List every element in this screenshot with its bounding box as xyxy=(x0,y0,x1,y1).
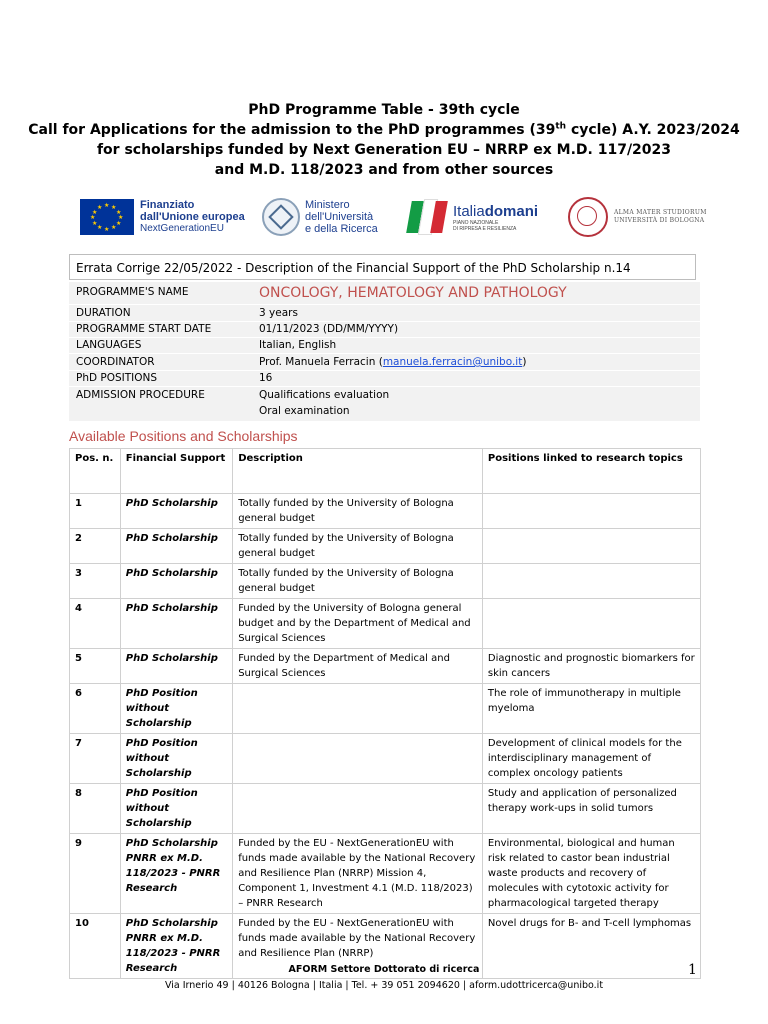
financial-support: PhD Scholarship PNRR ex M.D. 118/2023 - PNRR Research xyxy=(120,834,232,914)
positions-table xyxy=(69,448,701,979)
research-topic: Environmental, biological and human risk related to castor bean industrial waste products and recovery of molecules with cytotoxic activity for pharmacological targeted therapy xyxy=(482,834,700,914)
info-row-programme-name xyxy=(69,282,700,305)
position-number: 6 xyxy=(70,684,121,734)
info-value: 3 years xyxy=(259,307,298,319)
errata-corrige-box: Errata Corrige 22/05/2022 - Description of the Financial Support of the PhD Scholarship n.14 xyxy=(69,254,696,280)
republic-seal-icon xyxy=(262,198,300,236)
description xyxy=(233,734,483,784)
description: Totally funded by the University of Bologna general budget xyxy=(233,494,483,529)
financial-support: PhD Scholarship PNRR ex M.D. 118/2023 - PNRR Research xyxy=(120,914,232,979)
info-label: COORDINATOR xyxy=(76,356,155,368)
info-label: DURATION xyxy=(76,307,131,319)
page-footer xyxy=(0,962,768,994)
admission-step-1: Qualifications evaluation xyxy=(259,389,390,401)
mur-logo-line-3: e della Ricerca xyxy=(305,223,378,235)
table-row xyxy=(70,684,701,734)
research-topic xyxy=(482,564,700,599)
info-value: 01/11/2023 (DD/MM/YYYY) xyxy=(259,323,399,335)
header-line-2-pre: Call for Applications for the admission to the PhD programmes (39 xyxy=(28,122,556,138)
footer-office: AFORM Settore Dottorato di ricerca xyxy=(288,964,480,975)
info-value: Italian, English xyxy=(259,339,337,351)
position-number: 7 xyxy=(70,734,121,784)
financial-support: PhD Scholarship xyxy=(120,599,232,649)
info-row-languages xyxy=(69,338,700,354)
description: Funded by the University of Bologna general budget and by the Department of Medical and Surgical Sciences xyxy=(233,599,483,649)
logo-strip xyxy=(78,194,708,240)
mur-logo-line-1: Ministero xyxy=(305,199,350,211)
info-row-coordinator xyxy=(69,354,700,371)
programme-name: ONCOLOGY, HEMATOLOGY AND PATHOLOGY xyxy=(259,285,567,301)
description: Totally funded by the University of Bologna general budget xyxy=(233,529,483,564)
info-label: PROGRAMME'S NAME xyxy=(76,286,189,298)
info-label: LANGUAGES xyxy=(76,339,142,351)
financial-support: PhD Position without Scholarship xyxy=(120,684,232,734)
info-row-admission xyxy=(69,387,700,422)
section-title: Available Positions and Scholarships xyxy=(69,428,298,444)
table-header-row xyxy=(70,449,701,494)
financial-support: PhD Scholarship xyxy=(120,649,232,684)
position-number: 10 xyxy=(70,914,121,979)
column-header: Description xyxy=(233,449,483,494)
header-line-2-sup: th xyxy=(555,121,567,132)
position-number: 2 xyxy=(70,529,121,564)
research-topic: Study and application of personalized therapy work-ups in solid tumors xyxy=(482,784,700,834)
eu-flag-icon: ★ ★ ★ ★ ★ ★ ★ ★ ★ ★ ★ ★ xyxy=(80,199,134,235)
unibo-logo xyxy=(568,194,707,240)
eu-logo-line-3: NextGenerationEU xyxy=(140,223,224,234)
table-row xyxy=(70,529,701,564)
position-number: 8 xyxy=(70,784,121,834)
research-topic: The role of immunotherapy in multiple myeloma xyxy=(482,684,700,734)
info-label: PhD POSITIONS xyxy=(76,372,158,384)
italian-flag-icon xyxy=(405,197,449,237)
description: Funded by the Department of Medical and Surgical Sciences xyxy=(233,649,483,684)
eu-logo-line-2: dall'Unione europea xyxy=(140,211,245,223)
document-header xyxy=(0,100,768,180)
table-row xyxy=(70,784,701,834)
eu-logo xyxy=(80,194,245,240)
eu-logo-line-1: Finanziato xyxy=(140,199,195,211)
info-label: PROGRAMME START DATE xyxy=(76,323,212,335)
column-header: Financial Support xyxy=(120,449,232,494)
financial-support: PhD Position without Scholarship xyxy=(120,734,232,784)
financial-support: PhD Scholarship xyxy=(120,529,232,564)
table-row xyxy=(70,734,701,784)
research-topic xyxy=(482,599,700,649)
mur-logo-line-2: dell'Università xyxy=(305,211,374,223)
info-value: 16 xyxy=(259,372,273,384)
position-number: 4 xyxy=(70,599,121,649)
research-topic xyxy=(482,529,700,564)
coordinator-name: Prof. Manuela Ferracin ( xyxy=(259,356,383,368)
page-number: 1 xyxy=(688,962,697,978)
info-label: ADMISSION PROCEDURE xyxy=(76,389,205,401)
financial-support: PhD Position without Scholarship xyxy=(120,784,232,834)
table-row xyxy=(70,649,701,684)
position-number: 5 xyxy=(70,649,121,684)
mur-logo xyxy=(262,194,378,240)
financial-support: PhD Scholarship xyxy=(120,494,232,529)
description: Funded by the EU - NextGenerationEU with funds made available by the National Recovery and Resilience Plan (NRRP) xyxy=(233,914,483,979)
position-number: 9 xyxy=(70,834,121,914)
info-row-duration xyxy=(69,305,700,322)
unibo-logo-line-2: UNIVERSITÀ DI BOLOGNA xyxy=(614,217,705,224)
italia-logo-small-1: PIANO NAZIONALE xyxy=(453,219,499,226)
unibo-logo-line-1: ALMA MATER STUDIORUM xyxy=(614,209,707,216)
italia-word: Italia xyxy=(453,202,485,220)
research-topic: Development of clinical models for the interdisciplinary management of complex oncology patients xyxy=(482,734,700,784)
research-topic: Novel drugs for B- and T-cell lymphomas xyxy=(482,914,700,979)
column-header: Pos. n. xyxy=(70,449,121,494)
admission-step-2: Oral examination xyxy=(259,405,350,417)
italia-domani-logo xyxy=(405,194,538,240)
info-row-start-date xyxy=(69,322,700,338)
unibo-seal-icon xyxy=(568,197,608,237)
description xyxy=(233,784,483,834)
research-topic: Diagnostic and prognostic biomarkers for skin cancers xyxy=(482,649,700,684)
financial-support: PhD Scholarship xyxy=(120,564,232,599)
footer-address: Via Irnerio 49 | 40126 Bologna | Italia | Tel. + 39 051 2094620 | aform.udottricerca@unibo.it xyxy=(164,980,604,991)
table-row xyxy=(70,564,701,599)
description: Funded by the EU - NextGenerationEU with funds made available by the National Recovery and Resilience Plan (NRRP) Mission 4, Component 1, Investment 4.1 (M.D. 118/2023) – PNRR Research xyxy=(233,834,483,914)
coordinator-email-link[interactable]: manuela.ferracin@unibo.it xyxy=(382,356,523,368)
position-number: 3 xyxy=(70,564,121,599)
header-line-2 xyxy=(0,120,768,140)
header-line-4: and M.D. 118/2023 and from other sources xyxy=(214,162,554,178)
info-row-positions xyxy=(69,371,700,387)
header-line-2-post: cycle) A.Y. 2023/2024 xyxy=(566,122,740,138)
position-number: 1 xyxy=(70,494,121,529)
italia-logo-small-2: DI RIPRESA E RESILIENZA xyxy=(453,225,517,232)
table-row xyxy=(70,599,701,649)
header-line-1: PhD Programme Table - 39th cycle xyxy=(248,102,520,118)
header-line-3: for scholarships funded by Next Generation EU – NRRP ex M.D. 117/2023 xyxy=(96,142,672,158)
coordinator-close: ) xyxy=(522,356,527,368)
table-row xyxy=(70,834,701,914)
description: Totally funded by the University of Bologna general budget xyxy=(233,564,483,599)
table-row xyxy=(70,494,701,529)
column-header: Positions linked to research topics xyxy=(482,449,700,494)
domani-word: domani xyxy=(484,202,539,220)
programme-info-table xyxy=(69,282,700,422)
description xyxy=(233,684,483,734)
research-topic xyxy=(482,494,700,529)
